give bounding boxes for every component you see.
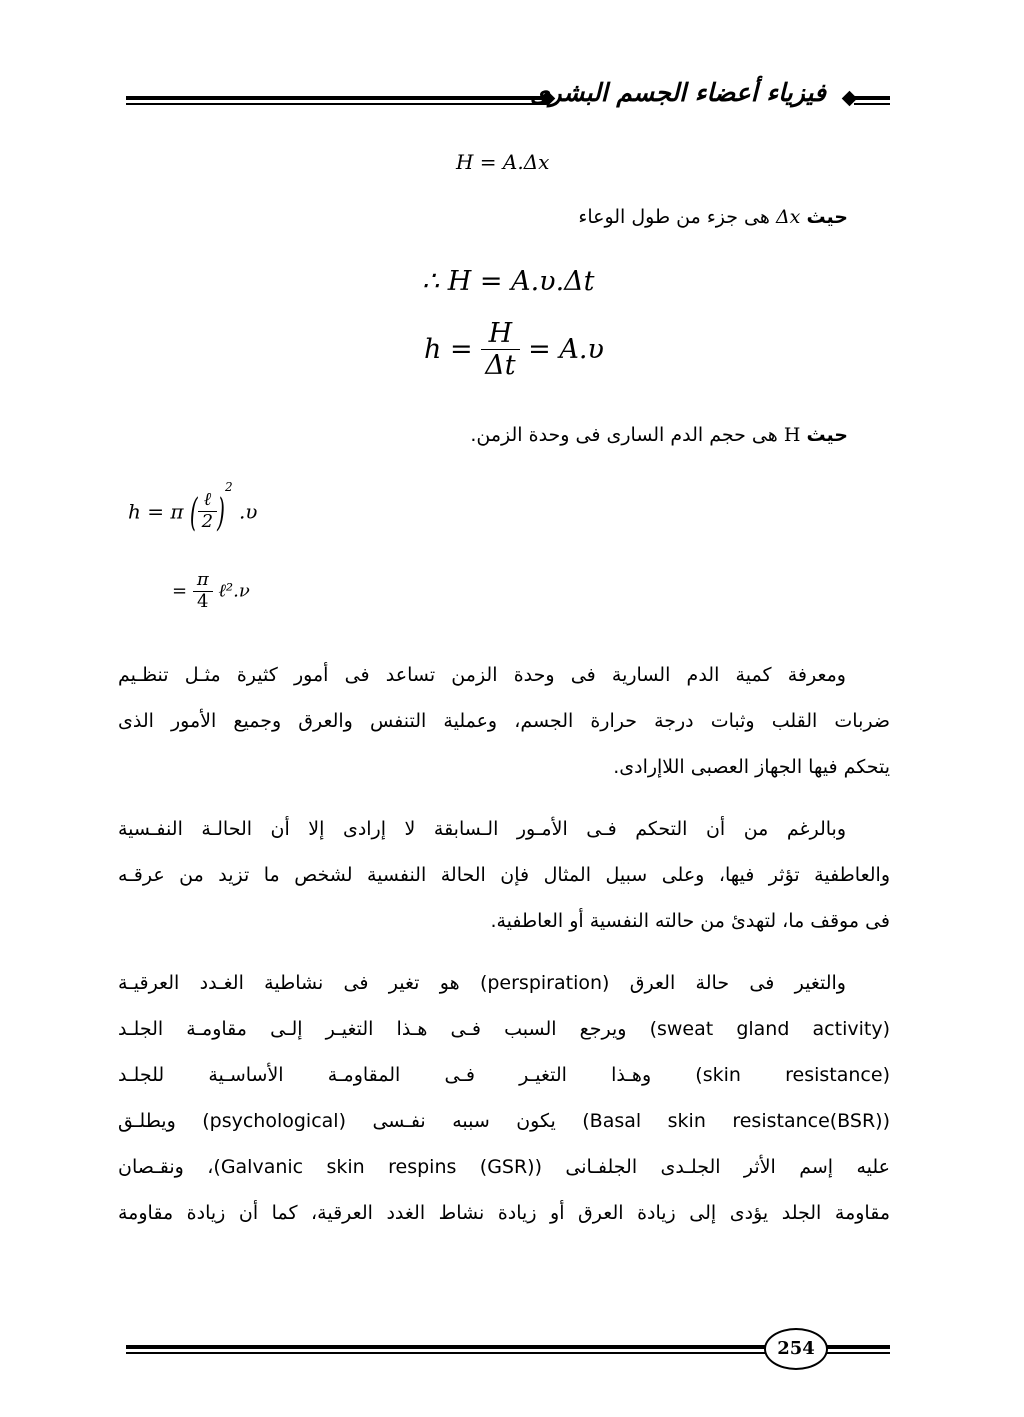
equation-h-pi-right: .υ [238,499,258,524]
paragraph-3-line-3: (skin resistance) وهـذا التغيـر فـى المقاومـة الأساسـية للجلـد [118,1064,890,1086]
fraction-l: ℓ [198,490,217,512]
fraction-4: 4 [197,590,209,612]
equation-pi-over-4-eq: = [172,580,188,602]
equation-flow-rate [424,318,604,381]
paragraph-1-line-2: ضربات القلب وثبات درجة حرارة الجسم، وعملية التنفس والعرق وجميع الأمور الذى [118,710,890,732]
footer-rule-left-thin [126,1352,766,1354]
paragraph-3-line-5: عليه إسم الأثر الجلـدى الجلفـانى (Galvanic skin respins (GSR))، ونقـصان [118,1156,890,1178]
page-number: 254 [764,1328,828,1370]
equation-pi-over-4 [172,570,250,612]
paragraph-1-line-1: ومعرفة كمية الدم السارية فى وحدة الزمن تساعد فى أمور كثيرة مثـل تنظـيم [118,664,846,686]
paragraph-2-line-3: فى موقف ما، لتهدئ من حالته النفسية أو العاطفية. [490,910,890,932]
fraction-numerator: H [481,318,519,350]
equation-flow-right: = A.υ [528,334,604,366]
equation-therefore-text: ∴ H = A.υ.Δt [422,266,595,297]
fraction-2: 2 [201,511,214,532]
paragraph-2-line-1: وبالرغم من أن التحكم فـى الأمـور الـسابقة لا إرادى إلا أن الحالـة النفـسية [118,818,846,840]
header-rule-right-thin [854,103,890,105]
fraction-denominator: Δt [485,350,516,382]
header-rule-left-thin [126,103,546,105]
page-header [126,72,890,122]
definition-h [470,424,848,446]
fraction-pi-over-4 [193,570,213,612]
equation-pi-over-4-right: ℓ².ν [218,580,250,602]
equation-h-pi [128,480,257,533]
paragraph-3-line-4: (Basal skin resistance(BSR)) يكون سببه نفـسى (psychological) ويطلـق [118,1110,890,1132]
definition-h-text: هى حجم الدم السارى فى وحدة الزمن. [470,424,778,446]
fraction-pi: π [193,570,213,592]
paren-open: ( [189,488,198,535]
equation-flow-left: h = [424,334,473,366]
equation-therefore [422,266,595,297]
where-keyword-1: حيث [806,206,848,228]
paragraph-2-line-2: والعاطفية تؤثر فيها، وعلى سبيل المثال فإن الحالة النفسية لشخص ما تزيد من عرقـه [118,864,890,886]
symbol-delta-x: Δx [775,206,801,228]
paragraph-3-line-6: مقاومة الجلد يؤدى إلى زيادة العرق أو زيادة نشاط الغدد العرقية، كما أن زيادة مقاومة [118,1202,890,1224]
paragraph-1-line-3: يتحكم فيها الجهاز العصبى اللاإرادى. [613,756,890,778]
header-title: فيزياء أعضاء الجسم البشرى [529,78,826,107]
definition-delta-x [578,206,848,228]
where-keyword-2: حيث [806,424,848,446]
footer-rule-left-thick [126,1345,766,1349]
equation-volume [456,150,549,174]
fraction-l-over-2 [198,490,217,532]
paragraph-3-line-2: (sweat gland activity) ويرجع السبب فـى هـذا التغيـر إلـى مقاومـة الجلـد [118,1018,890,1040]
paren-close: ) [217,488,225,535]
equation-volume-text: H = A.Δx [456,150,550,174]
header-rule-left-thick [126,96,546,100]
symbol-h: H [783,424,801,446]
header-rule-right-thick [854,96,890,100]
fraction-h-over-dt [481,318,519,381]
equation-h-pi-left: h = π [128,499,184,524]
definition-delta-x-text: هى جزء من طول الوعاء [578,206,770,228]
footer-rule-right-thick [826,1345,890,1349]
paragraph-3-line-1: والتغير فى حالة العرق (perspiration) هو تغير فى نشاطية الغـدد العرقيـة [118,972,846,994]
footer-rule-right-thin [826,1352,890,1354]
exponent-2: 2 [224,480,233,494]
page-footer [126,1328,890,1368]
